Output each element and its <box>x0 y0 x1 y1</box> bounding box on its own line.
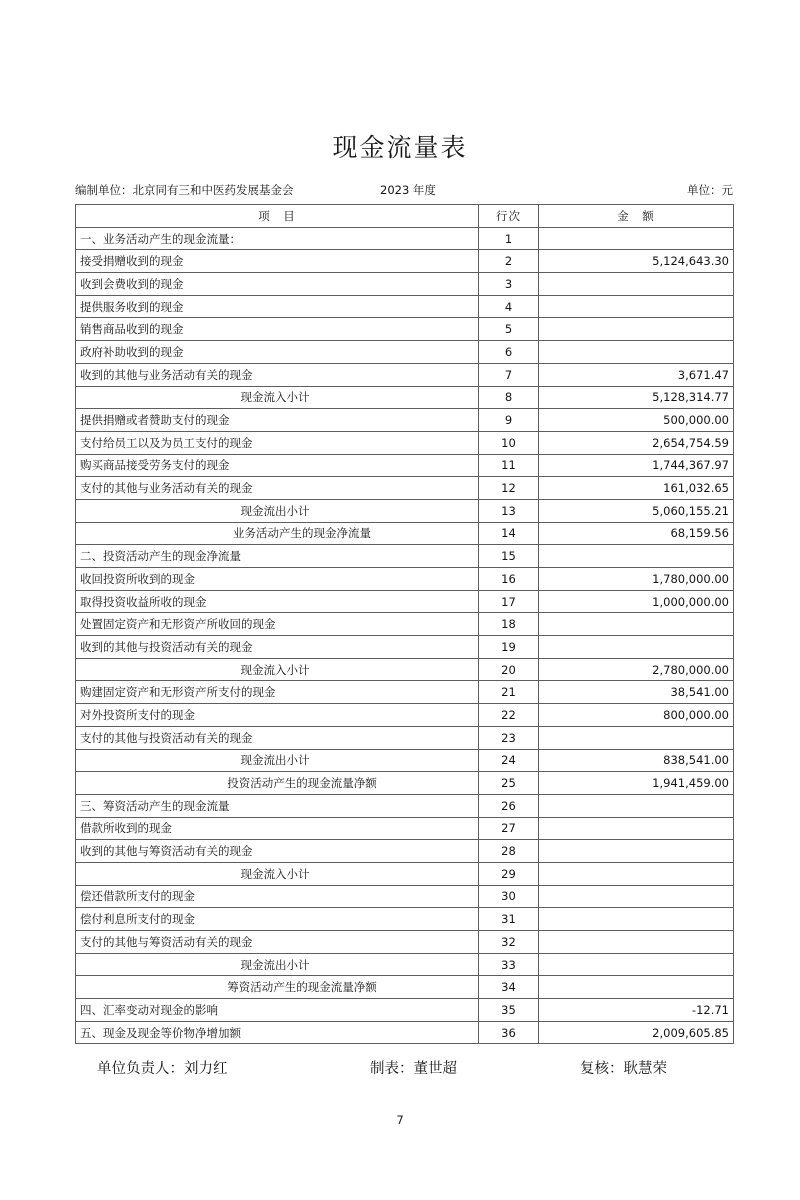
cash-flow-table-wrapper <box>75 204 733 1044</box>
row-item-label: 支付给员工以及为员工支付的现金 <box>76 431 479 454</box>
row-line-number: 10 <box>479 431 539 454</box>
table-row <box>76 409 734 432</box>
table-row <box>76 227 734 250</box>
table-row <box>76 250 734 273</box>
row-amount <box>539 931 734 954</box>
row-amount: 1,780,000.00 <box>539 568 734 591</box>
row-amount <box>539 885 734 908</box>
row-item-label: 购建固定资产和无形资产所支付的现金 <box>76 681 479 704</box>
page-number: 7 <box>396 1113 404 1127</box>
row-amount <box>539 295 734 318</box>
table-row <box>76 862 734 885</box>
row-amount <box>539 840 734 863</box>
row-amount <box>539 726 734 749</box>
row-item-label: 购买商品接受劳务支付的现金 <box>76 454 479 477</box>
preparing-unit-label: 编制单位：北京同有三和中医药发展基金会 <box>75 183 294 197</box>
row-amount <box>539 794 734 817</box>
table-row <box>76 908 734 931</box>
row-amount <box>539 227 734 250</box>
table-row <box>76 704 734 727</box>
row-amount: 838,541.00 <box>539 749 734 772</box>
row-line-number: 33 <box>479 953 539 976</box>
row-amount: 1,941,459.00 <box>539 772 734 795</box>
row-amount: 161,032.65 <box>539 477 734 500</box>
row-item-label: 二、投资活动产生的现金净流量 <box>76 545 479 568</box>
row-line-number: 12 <box>479 477 539 500</box>
row-item-label: 收到的其他与筹资活动有关的现金 <box>76 840 479 863</box>
row-amount: 800,000.00 <box>539 704 734 727</box>
table-row <box>76 454 734 477</box>
row-line-number: 14 <box>479 522 539 545</box>
row-item-label: 收到的其他与业务活动有关的现金 <box>76 363 479 386</box>
row-line-number: 9 <box>479 409 539 432</box>
row-line-number: 11 <box>479 454 539 477</box>
row-item-label: 现金流入小计 <box>76 862 479 885</box>
row-amount: 1,744,367.97 <box>539 454 734 477</box>
table-row <box>76 295 734 318</box>
page-title: 现金流量表 <box>332 133 468 162</box>
row-item-label: 一、业务活动产生的现金流量： <box>76 227 479 250</box>
row-line-number: 16 <box>479 568 539 591</box>
row-item-label: 取得投资收益所收的现金 <box>76 590 479 613</box>
table-header-row <box>76 205 734 228</box>
reporting-period-label: 2023 年度 <box>380 183 436 197</box>
row-line-number: 13 <box>479 499 539 522</box>
row-item-label: 支付的其他与投资活动有关的现金 <box>76 726 479 749</box>
table-row <box>76 341 734 364</box>
row-item-label: 销售商品收到的现金 <box>76 318 479 341</box>
row-line-number: 5 <box>479 318 539 341</box>
table-row <box>76 999 734 1022</box>
row-amount: 2,009,605.85 <box>539 1021 734 1044</box>
row-line-number: 7 <box>479 363 539 386</box>
row-amount <box>539 908 734 931</box>
row-line-number: 30 <box>479 885 539 908</box>
table-row <box>76 568 734 591</box>
row-line-number: 24 <box>479 749 539 772</box>
table-row <box>76 363 734 386</box>
row-line-number: 4 <box>479 295 539 318</box>
row-amount <box>539 318 734 341</box>
row-amount <box>539 953 734 976</box>
table-row <box>76 590 734 613</box>
table-row <box>76 522 734 545</box>
table-row <box>76 1021 734 1044</box>
row-line-number: 23 <box>479 726 539 749</box>
row-item-label: 筹资活动产生的现金流量净额 <box>76 976 479 999</box>
row-item-label: 处置固定资产和无形资产所收回的现金 <box>76 613 479 636</box>
table-row <box>76 636 734 659</box>
row-amount: 500,000.00 <box>539 409 734 432</box>
table-row <box>76 545 734 568</box>
row-amount: 1,000,000.00 <box>539 590 734 613</box>
table-row <box>76 681 734 704</box>
prepared-by-signature: 制表：董世超 <box>370 1061 457 1077</box>
signature-row <box>75 1057 733 1081</box>
row-amount <box>539 862 734 885</box>
row-amount <box>539 817 734 840</box>
row-line-number: 28 <box>479 840 539 863</box>
table-row <box>76 772 734 795</box>
row-line-number: 1 <box>479 227 539 250</box>
row-amount: 5,060,155.21 <box>539 499 734 522</box>
row-amount: -12.71 <box>539 999 734 1022</box>
column-header-line-no: 行次 <box>479 205 539 228</box>
row-item-label: 提供捐赠或者赞助支付的现金 <box>76 409 479 432</box>
row-item-label: 业务活动产生的现金净流量 <box>76 522 479 545</box>
row-amount: 2,654,754.59 <box>539 431 734 454</box>
row-item-label: 五、现金及现金等价物净增加额 <box>76 1021 479 1044</box>
row-amount <box>539 341 734 364</box>
row-amount: 5,128,314.77 <box>539 386 734 409</box>
row-item-label: 接受捐赠收到的现金 <box>76 250 479 273</box>
row-line-number: 2 <box>479 250 539 273</box>
table-row <box>76 658 734 681</box>
cash-flow-table <box>75 204 734 1044</box>
table-row <box>76 976 734 999</box>
row-line-number: 36 <box>479 1021 539 1044</box>
row-line-number: 29 <box>479 862 539 885</box>
row-item-label: 收回投资所收到的现金 <box>76 568 479 591</box>
row-line-number: 3 <box>479 273 539 296</box>
report-meta <box>75 182 733 200</box>
row-item-label: 收到的其他与投资活动有关的现金 <box>76 636 479 659</box>
table-body <box>76 227 734 1044</box>
table-row <box>76 840 734 863</box>
table-row <box>76 318 734 341</box>
row-line-number: 22 <box>479 704 539 727</box>
row-line-number: 32 <box>479 931 539 954</box>
table-row <box>76 953 734 976</box>
row-item-label: 现金流出小计 <box>76 749 479 772</box>
row-item-label: 支付的其他与筹资活动有关的现金 <box>76 931 479 954</box>
table-row <box>76 499 734 522</box>
table-row <box>76 273 734 296</box>
row-line-number: 25 <box>479 772 539 795</box>
currency-unit-label: 单位：元 <box>687 183 733 197</box>
table-row <box>76 613 734 636</box>
row-line-number: 26 <box>479 794 539 817</box>
row-item-label: 四、汇率变动对现金的影响 <box>76 999 479 1022</box>
table-row <box>76 817 734 840</box>
table-row <box>76 885 734 908</box>
table-header <box>76 205 734 228</box>
row-item-label: 借款所收到的现金 <box>76 817 479 840</box>
row-line-number: 21 <box>479 681 539 704</box>
row-item-label: 现金流出小计 <box>76 953 479 976</box>
row-line-number: 17 <box>479 590 539 613</box>
table-row <box>76 386 734 409</box>
row-item-label: 政府补助收到的现金 <box>76 341 479 364</box>
row-amount: 2,780,000.00 <box>539 658 734 681</box>
row-amount: 3,671.47 <box>539 363 734 386</box>
table-row <box>76 931 734 954</box>
table-row <box>76 794 734 817</box>
row-line-number: 18 <box>479 613 539 636</box>
row-item-label: 支付的其他与业务活动有关的现金 <box>76 477 479 500</box>
row-line-number: 35 <box>479 999 539 1022</box>
row-line-number: 19 <box>479 636 539 659</box>
column-header-amount: 金 额 <box>539 205 734 228</box>
row-line-number: 31 <box>479 908 539 931</box>
table-row <box>76 749 734 772</box>
row-amount <box>539 636 734 659</box>
row-item-label: 三、筹资活动产生的现金流量 <box>76 794 479 817</box>
row-amount: 68,159.56 <box>539 522 734 545</box>
reviewed-by-signature: 复核：耿慧荣 <box>580 1061 667 1077</box>
row-item-label: 现金流入小计 <box>76 658 479 681</box>
row-item-label: 偿付利息所支付的现金 <box>76 908 479 931</box>
row-amount <box>539 976 734 999</box>
row-line-number: 27 <box>479 817 539 840</box>
row-line-number: 34 <box>479 976 539 999</box>
row-item-label: 投资活动产生的现金流量净额 <box>76 772 479 795</box>
row-amount: 5,124,643.30 <box>539 250 734 273</box>
row-item-label: 收到会费收到的现金 <box>76 273 479 296</box>
table-row <box>76 477 734 500</box>
row-amount <box>539 545 734 568</box>
row-item-label: 对外投资所支付的现金 <box>76 704 479 727</box>
row-line-number: 20 <box>479 658 539 681</box>
row-amount: 38,541.00 <box>539 681 734 704</box>
responsible-person-signature: 单位负责人：刘力红 <box>97 1061 228 1077</box>
row-line-number: 8 <box>479 386 539 409</box>
column-header-item: 项 目 <box>76 205 479 228</box>
row-line-number: 15 <box>479 545 539 568</box>
table-row <box>76 431 734 454</box>
row-amount <box>539 273 734 296</box>
row-item-label: 提供服务收到的现金 <box>76 295 479 318</box>
row-item-label: 偿还借款所支付的现金 <box>76 885 479 908</box>
row-item-label: 现金流出小计 <box>76 499 479 522</box>
row-amount <box>539 613 734 636</box>
row-line-number: 6 <box>479 341 539 364</box>
row-item-label: 现金流入小计 <box>76 386 479 409</box>
table-row <box>76 726 734 749</box>
